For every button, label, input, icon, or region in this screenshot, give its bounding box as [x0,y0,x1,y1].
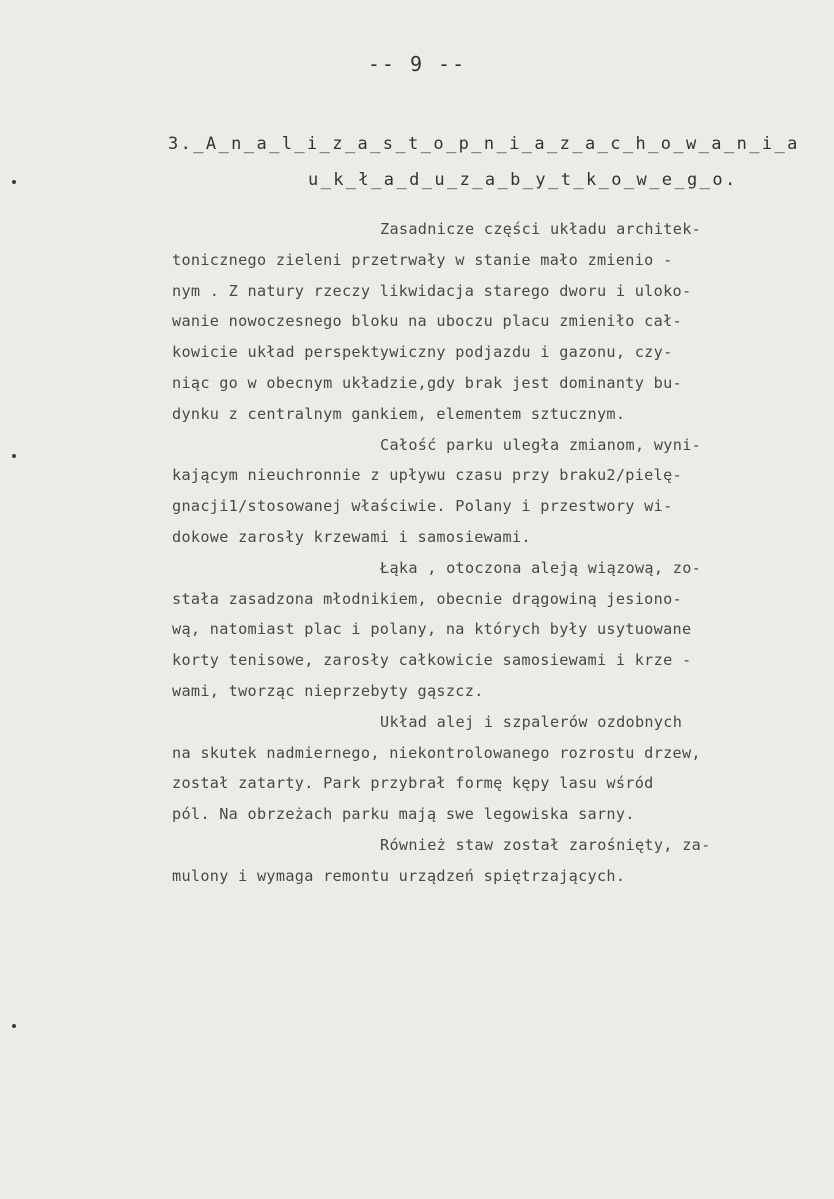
text-line: kającym nieuchronnie z upływu czasu przy braku2/pielę- [172,466,682,485]
text-line: Zasadnicze części układu architek- [380,220,702,238]
margin-mark [12,1024,16,1028]
text-line: Również staw został zarośnięty, za- [380,835,711,854]
section-heading [168,126,800,198]
text-line: dynku z centralnym gankiem, elementem sztucznym. [172,404,626,423]
text-line: Układ alej i szpalerów ozdobnych [380,712,683,731]
text-line: został zatarty. Park przybrał formę kępy lasu wśród [172,774,654,793]
text-line: Całość parku uległa zmianom, wyni- [380,435,702,454]
text-line: kowicie układ perspektywiczny podjazdu i gazonu, czy- [172,343,673,362]
text-line: nym . Z natury rzeczy likwidacja starego dworu i uloko- [172,281,692,300]
heading-line-2: u_k_ł_a_d_u_z_a_b_y_t_k_o_w_e_g_o. [308,170,738,190]
text-line: gnacji1/stosowanej właściwie. Polany i przestwory wi- [172,497,673,516]
text-line: mulony i wymaga remontu urządzeń spiętrzających. [172,866,626,885]
heading-line-1: 3._A_n_a_l_i_z_a_s_t_o_p_n_i_a_z_a_c_h_o_w_a_n_i_a [168,134,800,154]
text-line: pól. Na obrzeżach parku mają swe legowiska sarny. [172,805,635,824]
text-line: Łąka , otoczona aleją wiązową, zo- [380,558,702,577]
text-line: stała zasadzona młodnikiem, obecnie drągowiną jesiono- [172,589,682,608]
margin-mark [12,180,16,184]
text-line: niąc go w obecnym układzie,gdy brak jest dominanty bu- [172,373,682,392]
margin-mark [12,454,16,458]
page-number: -- 9 -- [367,52,467,76]
text-line: korty tenisowe, zarosły całkowicie samosiewami i krze - [172,651,692,670]
text-line: wami, tworząc nieprzebyty gąszcz. [172,681,484,700]
text-line: tonicznego zieleni przetrwały w stanie mało zmienio - [172,250,673,269]
text-line: wanie nowoczesnego bloku na uboczu placu zmieniło cał- [172,312,682,331]
text-line: na skutek nadmiernego, niekontrolowanego rozrostu drzew, [172,743,701,762]
text-line: dokowe zarosły krzewami i samosiewami. [172,527,531,546]
body-text [172,214,772,892]
text-line: wą, natomiast plac i polany, na których były usytuowane [172,620,692,639]
